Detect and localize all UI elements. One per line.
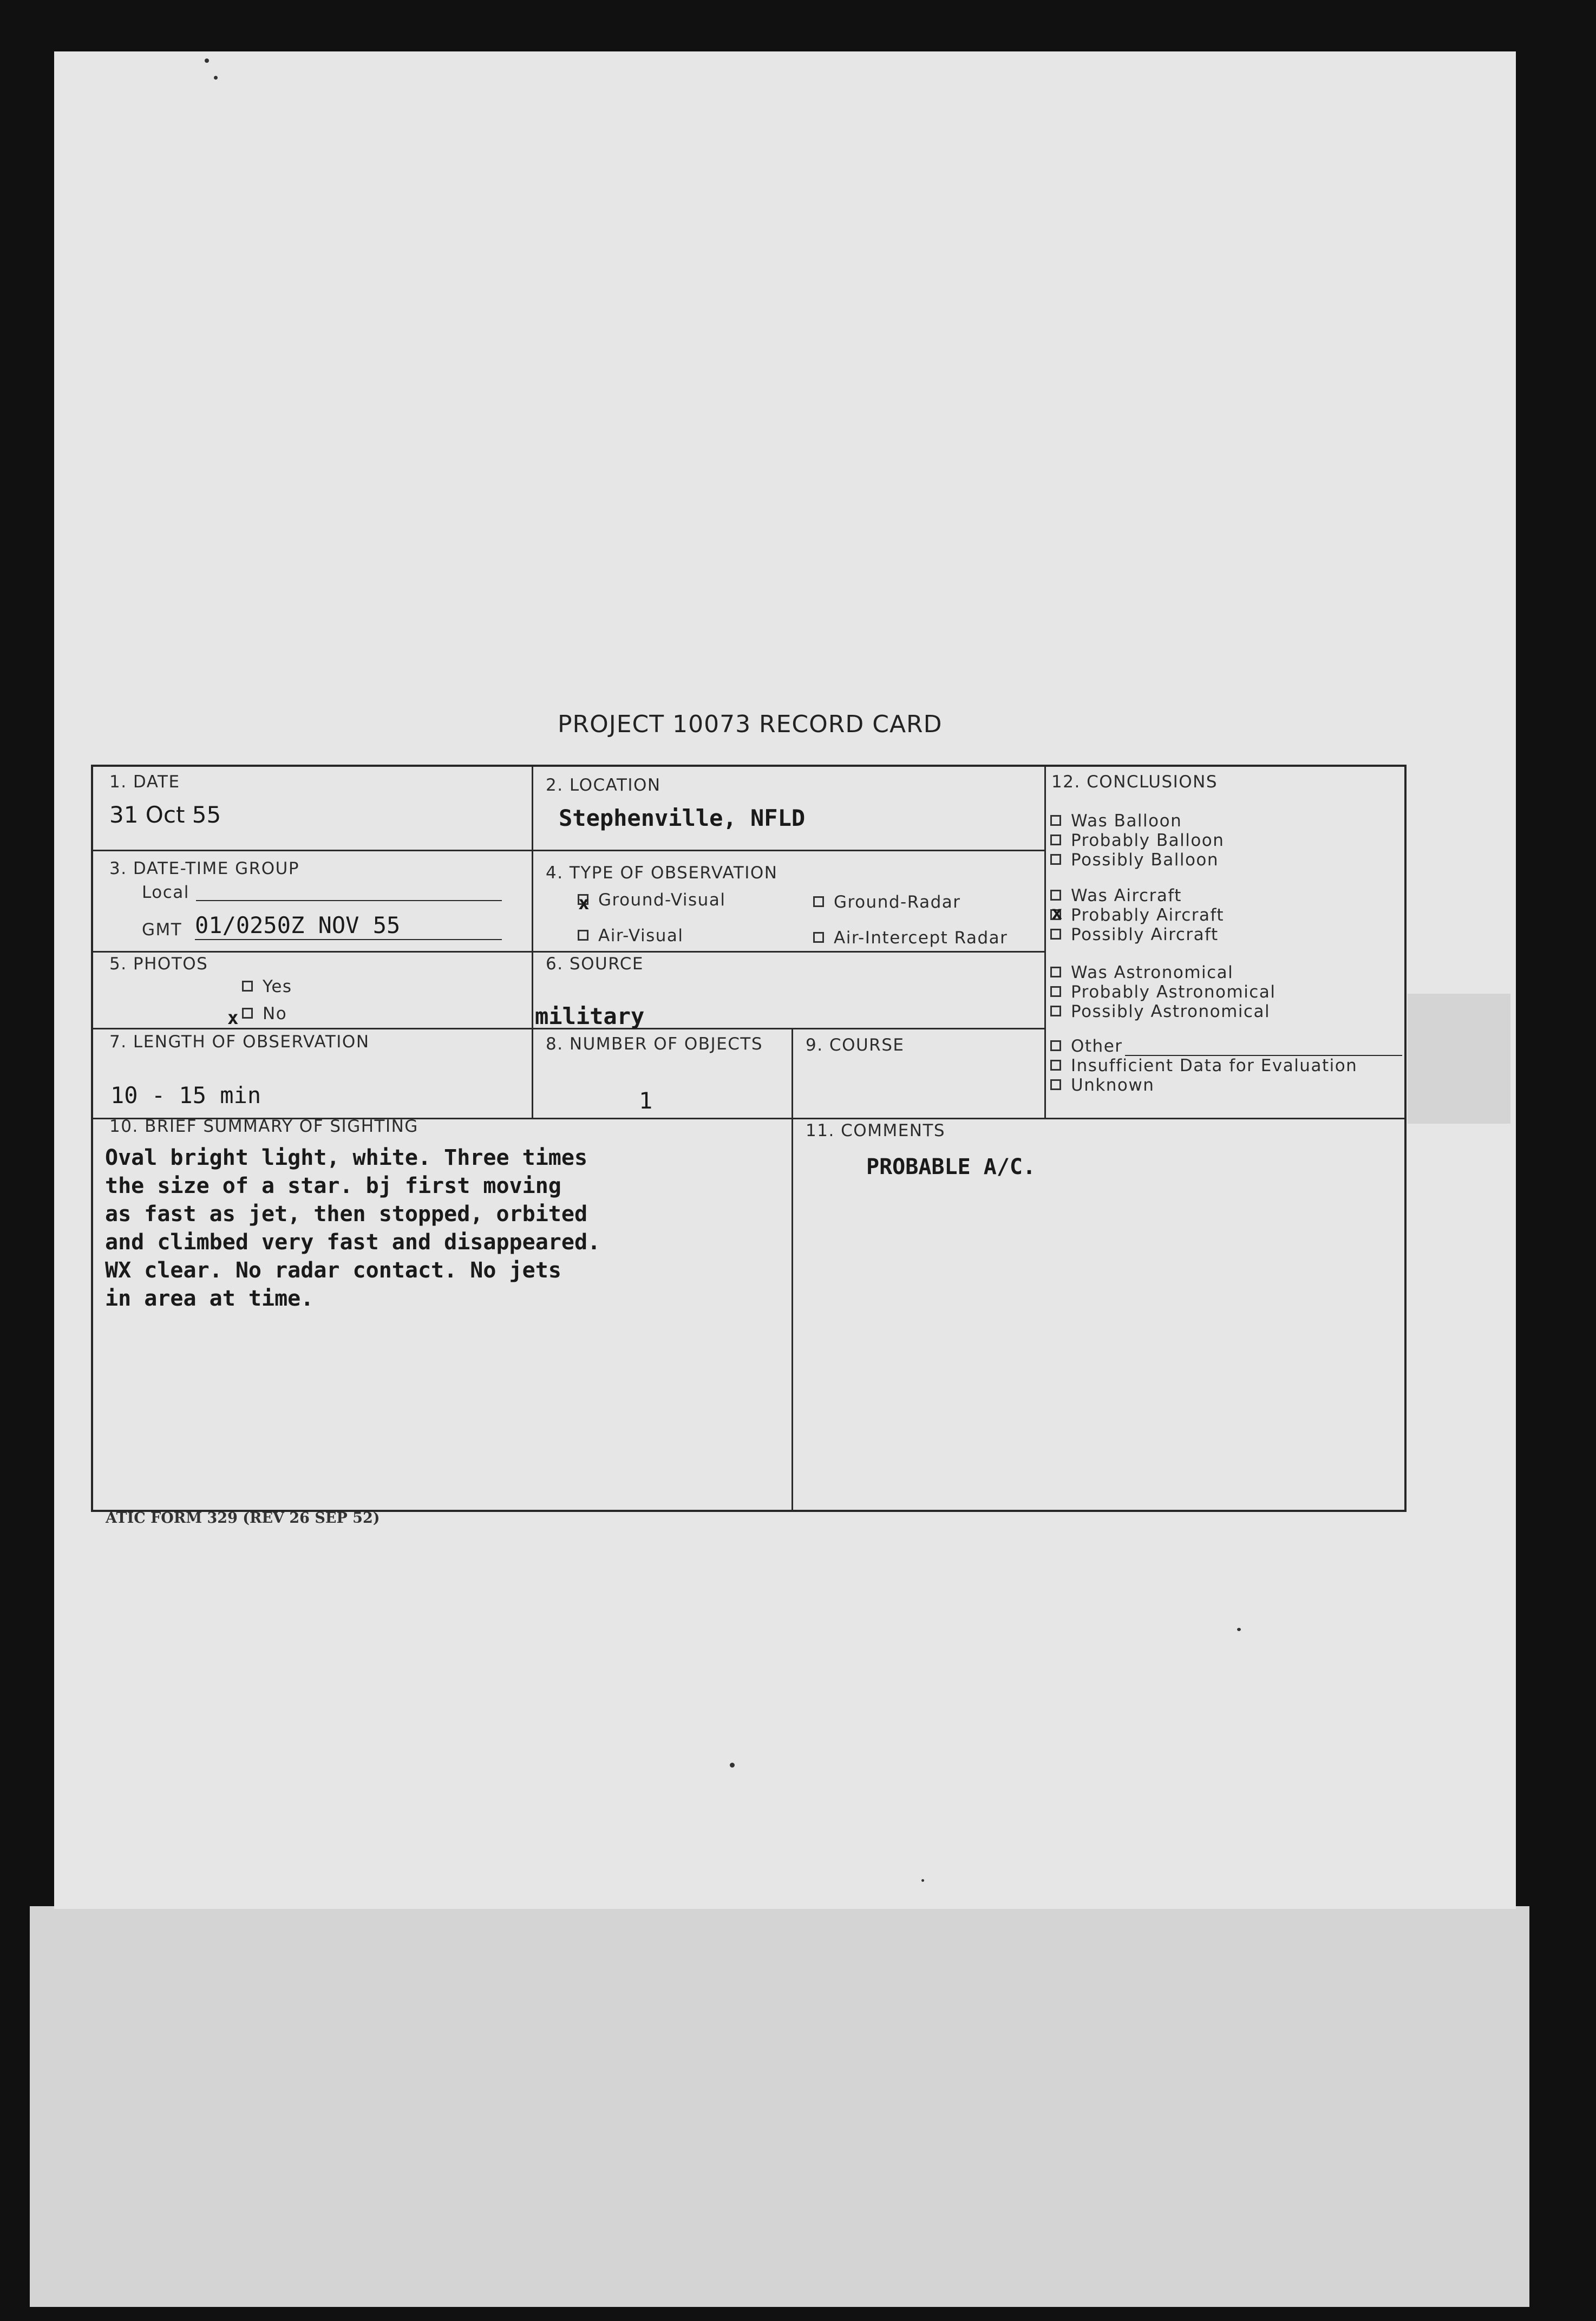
dtg-local-line [196,900,502,901]
conclusion-probably-aircraft[interactable] [1050,905,1224,925]
scan-speck [214,76,218,80]
option-label: Ground-Radar [834,892,961,912]
checkbox[interactable] [1050,815,1061,826]
option-label: Possibly Aircraft [1071,925,1219,944]
option-photos-no[interactable] [242,1004,287,1023]
divider-row1 [93,850,1044,851]
form-footer: ATIC FORM 329 (REV 26 SEP 52) [106,1510,380,1527]
conclusion-other[interactable] [1050,1036,1123,1056]
option-label: Air-Visual [598,926,684,946]
record-card [91,765,1407,1512]
checkbox[interactable] [242,981,253,992]
source-value: military [535,1003,645,1029]
source-label: 6. SOURCE [546,954,644,974]
divider-row2 [93,951,1044,953]
scan-speck [205,58,209,63]
dtg-local-label: Local [142,883,189,902]
comments-label: 11. COMMENTS [806,1121,946,1140]
option-label: Was Balloon [1071,811,1182,831]
checkbox[interactable] [1050,890,1061,901]
conclusion-insufficient-data[interactable] [1050,1056,1357,1075]
scan-speck [921,1879,924,1882]
checkbox[interactable] [1050,1079,1061,1090]
option-label: Air-Intercept Radar [834,928,1008,948]
checkbox[interactable] [813,932,824,943]
checkbox[interactable] [1050,929,1061,940]
location-label: 2. LOCATION [546,775,661,795]
conclusion-was-balloon[interactable] [1050,811,1182,831]
dtg-gmt-label: GMT [142,920,182,940]
num-objects-label: 8. NUMBER OF OBJECTS [546,1034,763,1054]
scan-speck [730,1763,735,1768]
summary-line: Oval bright light, white. Three times [105,1145,588,1170]
summary-label: 10. BRIEF SUMMARY OF SIGHTING [109,1117,418,1136]
length-label: 7. LENGTH OF OBSERVATION [109,1032,370,1052]
dtg-gmt-value: 01/0250Z NOV 55 [195,912,401,938]
course-label: 9. COURSE [806,1035,905,1055]
location-value: Stephenville, NFLD [559,805,806,831]
divider-conclusions [1044,767,1046,1119]
option-air-visual[interactable] [578,926,684,946]
conclusion-probably-balloon[interactable] [1050,831,1224,850]
conclusion-possibly-balloon[interactable] [1050,850,1219,870]
film-lower-band [30,1906,1529,2307]
conclusion-probably-astronomical[interactable] [1050,982,1276,1002]
summary-line: and climbed very fast and disappeared. [105,1230,601,1255]
dtg-gmt-line [195,939,502,940]
checkbox[interactable] [1050,854,1061,865]
dtg-label: 3. DATE-TIME GROUP [109,859,300,878]
checkbox[interactable] [1050,1040,1061,1051]
checkbox[interactable] [1050,1060,1061,1071]
conclusion-was-astronomical[interactable] [1050,963,1233,982]
checkmark-x: x [227,1007,239,1029]
divider-left-main [532,767,533,1119]
option-label: Other [1071,1036,1123,1056]
checkbox[interactable] [578,930,588,941]
divider-course [792,1028,793,1511]
checkbox[interactable] [1050,834,1061,845]
option-label: Unknown [1071,1075,1155,1095]
scan-smudge [1408,994,1510,1124]
checkbox[interactable] [1050,967,1061,977]
option-label: Insufficient Data for Evaluation [1071,1056,1358,1075]
checkbox[interactable] [813,896,824,907]
card-title: PROJECT 10073 RECORD CARD [558,710,943,738]
option-label: Ground-Visual [598,890,726,910]
option-ground-visual[interactable] [578,890,725,910]
option-label: Was Aircraft [1071,886,1182,905]
scan-speck [1237,1628,1241,1631]
summary-line: in area at time. [105,1286,314,1311]
option-label: No [263,1004,287,1023]
conclusion-unknown[interactable] [1050,1075,1154,1095]
summary-text [105,1144,600,1313]
date-value: 31 Oct 55 [109,801,221,828]
option-label: Probably Astronomical [1071,982,1276,1002]
conclusion-was-aircraft[interactable] [1050,886,1182,905]
conclusion-possibly-aircraft[interactable] [1050,925,1219,944]
summary-line: as fast as jet, then stopped, orbited [105,1202,588,1227]
date-label: 1. DATE [109,772,180,792]
option-label: Possibly Astronomical [1071,1002,1271,1021]
option-label: Probably Balloon [1071,831,1225,850]
option-label: Yes [263,977,292,996]
checkmark-x: x [578,892,590,914]
observation-type-label: 4. TYPE OF OBSERVATION [546,863,778,883]
option-air-intercept-radar[interactable] [813,928,1008,948]
checkmark-x: x [1051,902,1063,924]
num-objects-value: 1 [639,1087,653,1114]
summary-line: WX clear. No radar contact. No jets [105,1258,561,1283]
option-label: Probably Aircraft [1071,905,1225,925]
option-label: Was Astronomical [1071,963,1234,982]
checkbox[interactable] [242,1008,253,1019]
checkbox[interactable] [1050,1006,1061,1016]
conclusions-label: 12. CONCLUSIONS [1051,772,1218,792]
option-label: Possibly Balloon [1071,850,1219,870]
summary-line: the size of a star. bj first moving [105,1173,561,1198]
length-value: 10 - 15 min [110,1082,261,1109]
conclusion-possibly-astronomical[interactable] [1050,1002,1270,1021]
checkbox[interactable] [1050,986,1061,997]
option-ground-radar[interactable] [813,892,961,912]
option-photos-yes[interactable] [242,977,292,996]
photos-label: 5. PHOTOS [109,954,208,974]
comments-value: PROBABLE A/C. [866,1155,1036,1179]
